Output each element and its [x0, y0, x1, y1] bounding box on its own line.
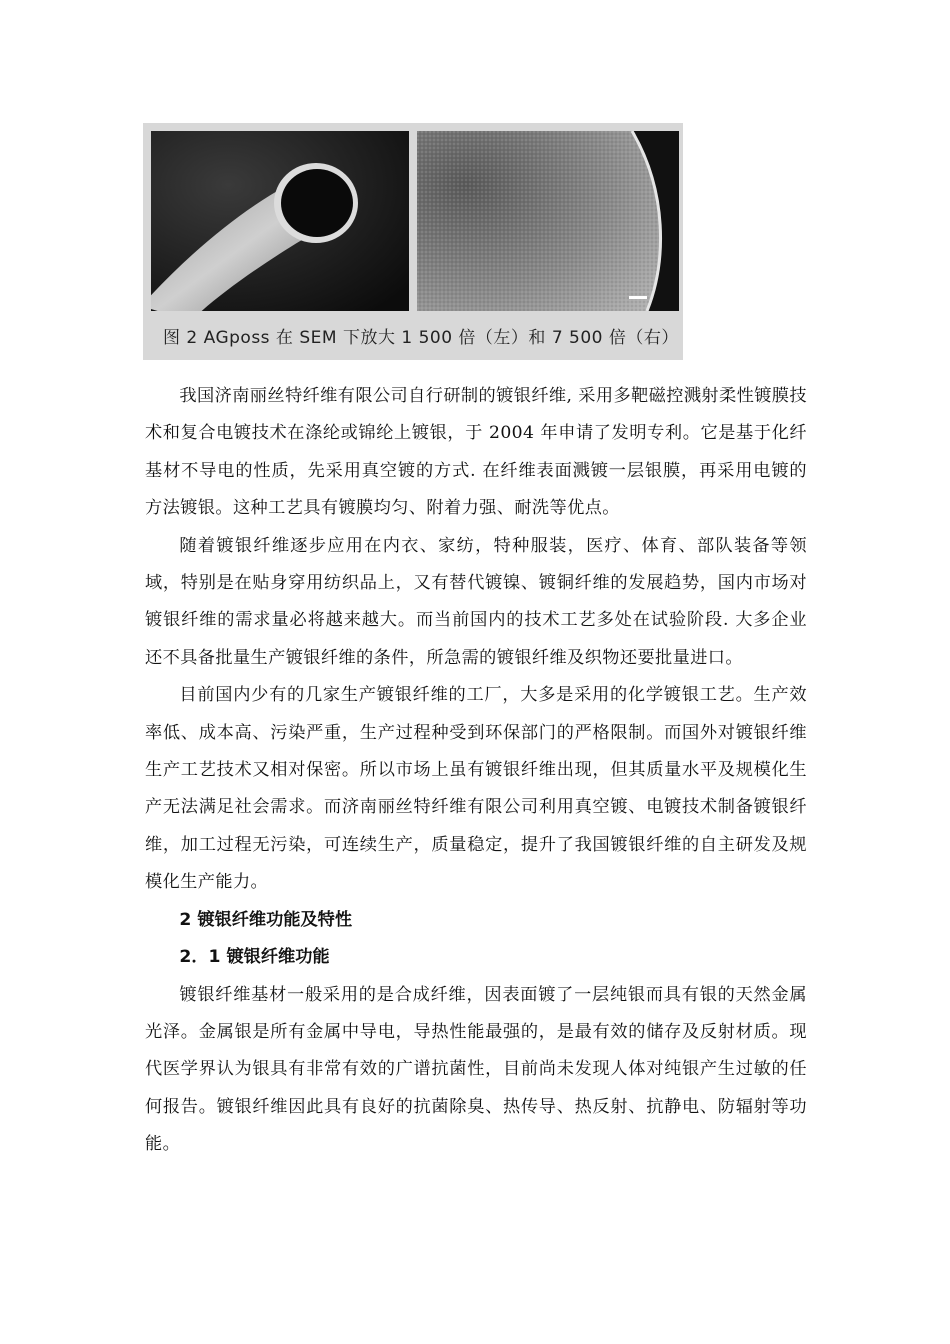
sem-image-right: [417, 131, 679, 311]
paragraph: 目前国内少有的几家生产镀银纤维的工厂，大多是采用的化学镀银工艺。生产效率低、成本高、污染严重，生产过程种受到环保部门的严格限制。而国外对镀银纤维生产工艺技术又相对保密。所以市场上虽有镀银纤维出现，但其质量水平及规模化生产无法满足社会需求。而济南丽丝特纤维有限公司利用真空镀、电镀技术制备镀银纤维，加工过程无污染，可连续生产，质量稳定，提升了我国镀银纤维的自主研发及规模化生产能力。: [145, 685, 807, 893]
paragraph: 我国济南丽丝特纤维有限公司自行研制的镀银纤维, 采用多靶磁控溅射柔性镀膜技术和复合电镀技术在涤纶或锦纶上镀银，于 2004 年申请了发明专利。它是基于化纤基材不导电的性质，先采用真空镀的方式. 在纤维表面溅镀一层银膜，再采用电镀的方法镀银。这种工艺具有镀膜均匀、附着力强、耐洗等优点。: [145, 386, 807, 519]
subsection-heading: 2．1 镀银纤维功能: [179, 947, 330, 968]
section-heading: 2 镀银纤维功能及特性: [179, 909, 353, 930]
sem-figure: [143, 123, 683, 360]
paragraph: 镀银纤维基材一般采用的是合成纤维，因表面镀了一层纯银而具有银的天然金属光泽。金属银是所有金属中导电，导热性能最强的，是最有效的储存及反射材质。现代医学界认为银具有非常有效的广谱抗菌性，目前尚未发现人体对纯银产生过敏的任何报告。镀银纤维因此具有良好的抗菌除臭、热传导、热反射、抗静电、防辐射等功能。: [145, 984, 807, 1155]
figure-caption: 图 2 AGposs 在 SEM 下放大 1 500 倍（左）和 7 500 倍（右）: [163, 328, 679, 348]
sem-image-left: [151, 131, 409, 311]
body-text: [145, 378, 807, 1164]
paragraph: 随着镀银纤维逐步应用在内衣、家纺，特种服装，医疗、体育、部队装备等领域，特别是在贴身穿用纺织品上，又有替代镀镍、镀铜纤维的发展趋势，国内市场对镀银纤维的需求量必将越来越大。而当前国内的技术工艺多处在试验阶段. 大多企业还不具备批量生产镀银纤维的条件，所急需的镀银纤维及织物还要批量进口。: [145, 535, 807, 668]
